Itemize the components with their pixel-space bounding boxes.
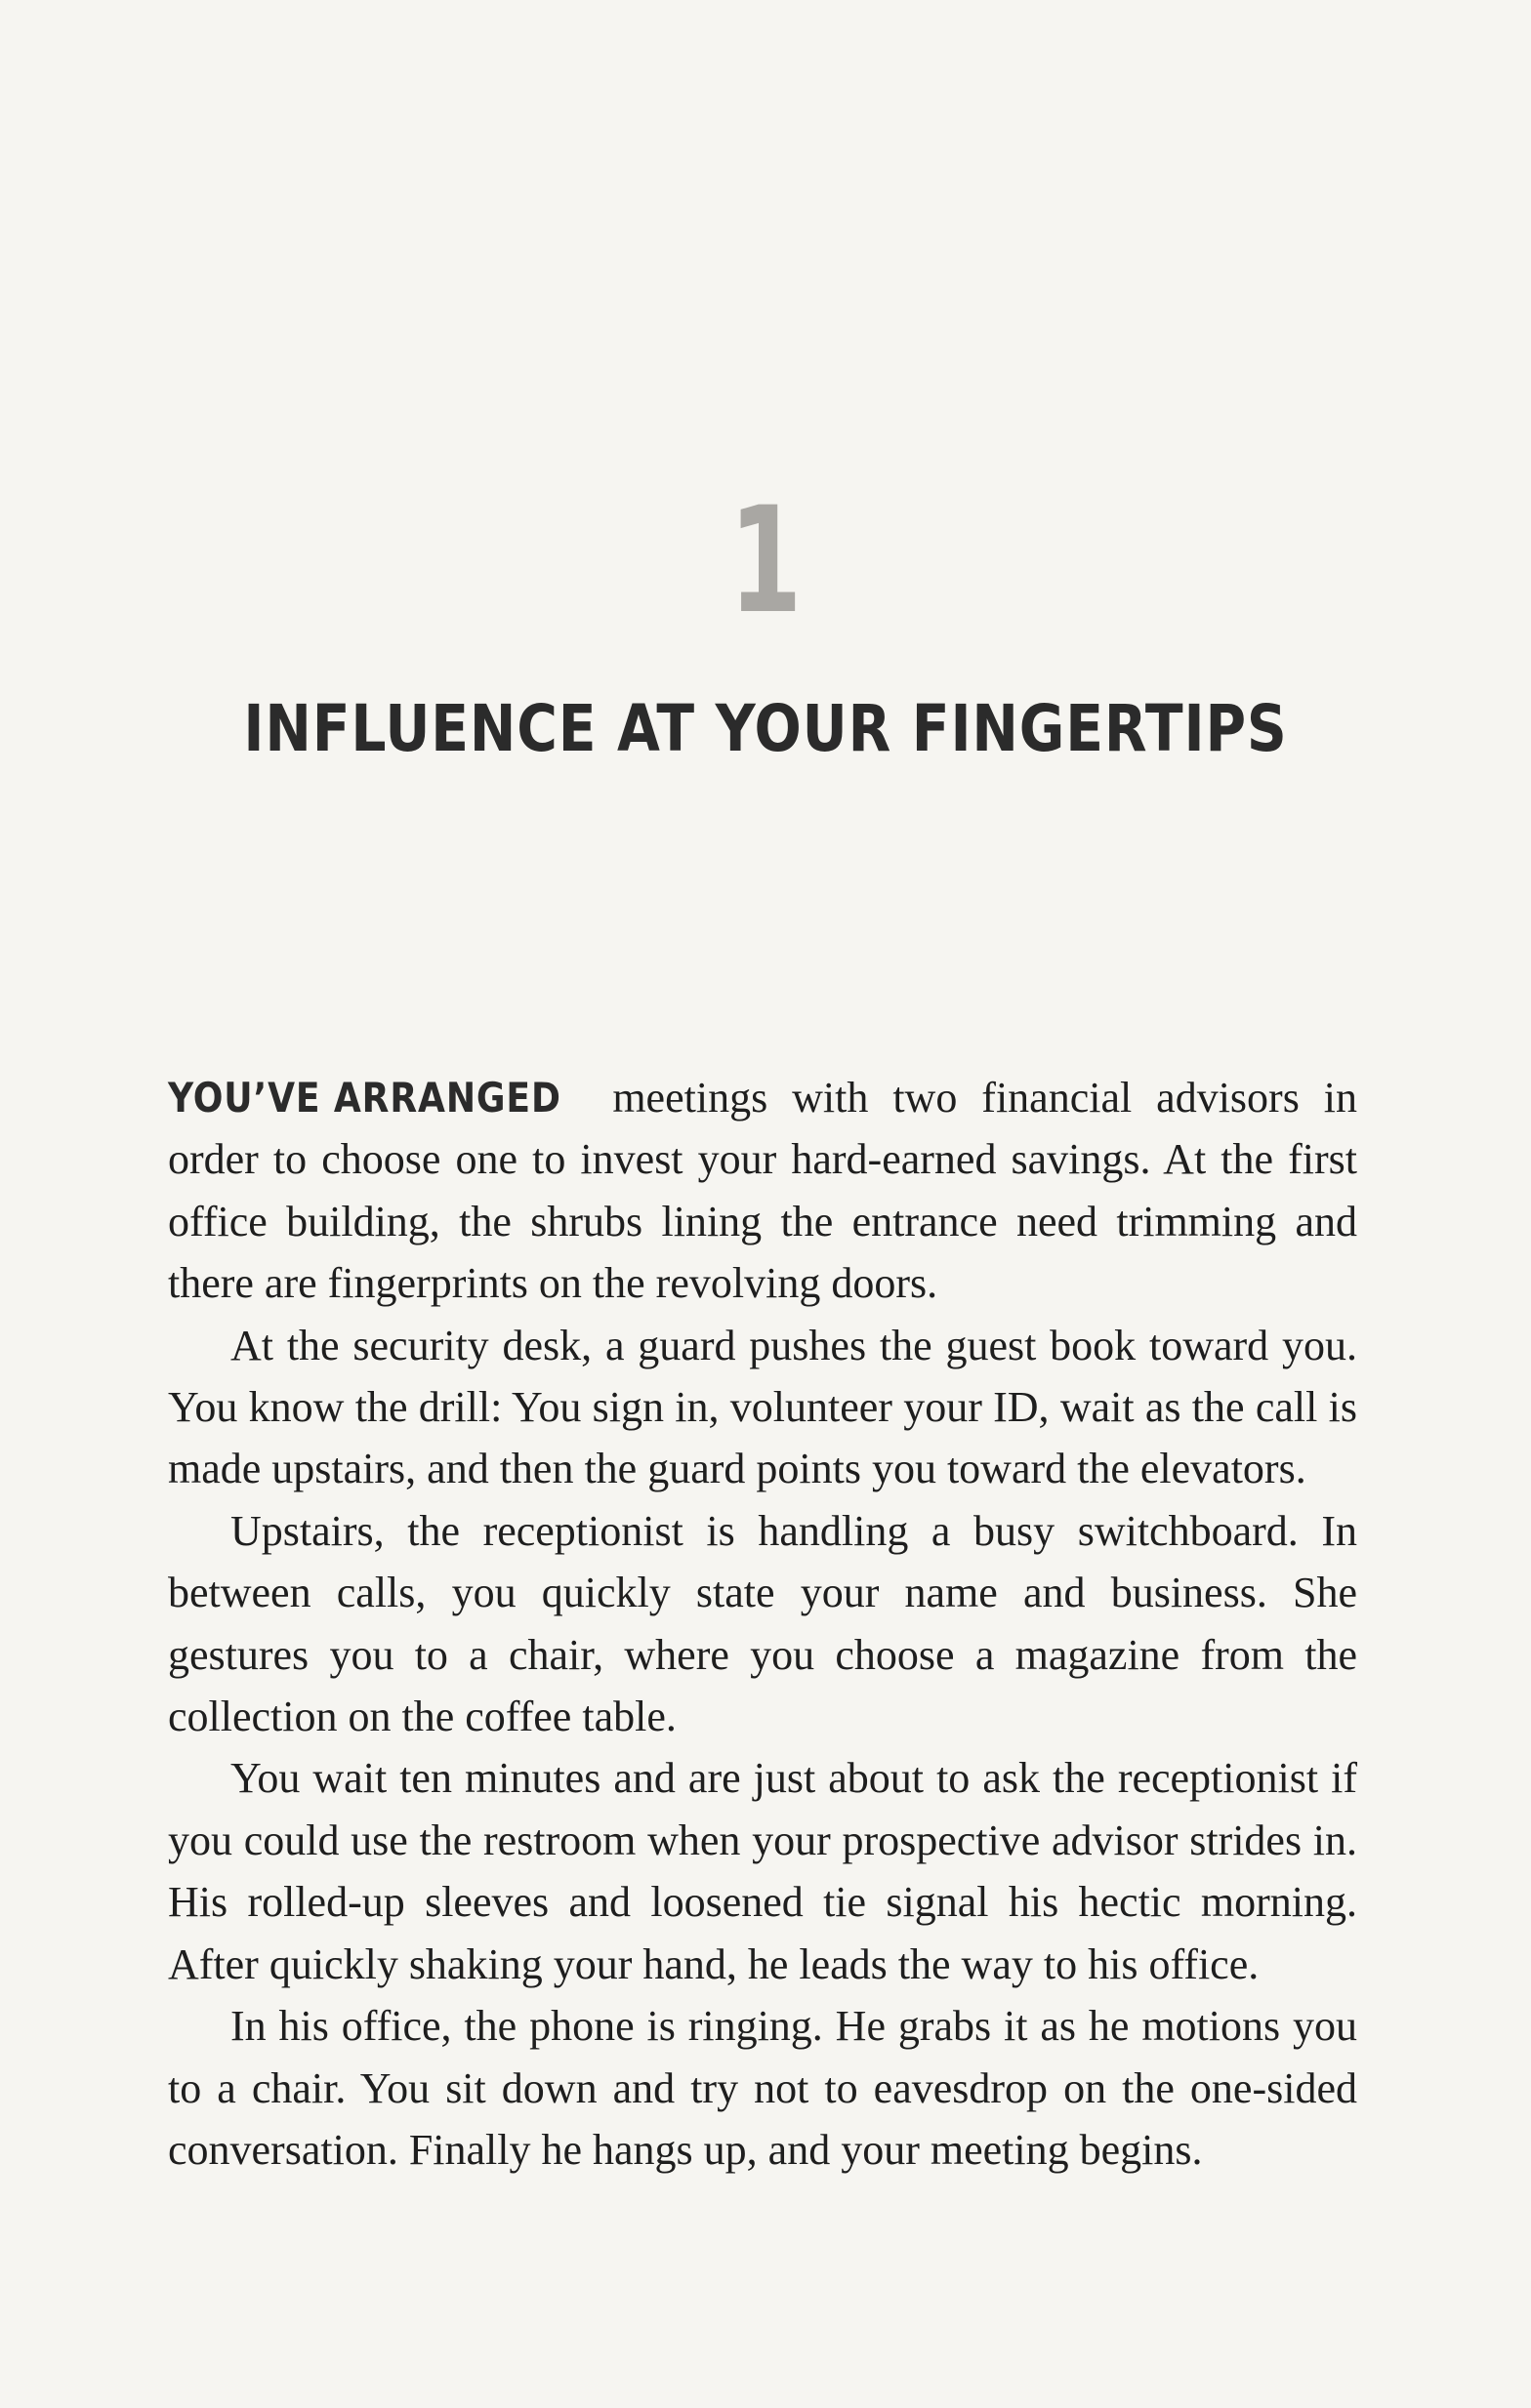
paragraph-4: You wait ten minutes and are just about to ask the receptionist if you could use the restroom when your prospective advisor strides in. His rolled-up sleeves and loosened tie signal his hectic morning. After quickly shaking your hand, he leads the way to his office.	[168, 1754, 1357, 1988]
chapter-title: INFLUENCE AT YOUR FINGERTIPS	[243, 691, 1288, 766]
lead-in-text: YOU’VE ARRANGED	[168, 1074, 561, 1122]
paragraph-5: In his office, the phone is ringing. He grabs it as he motions you to a chair. You sit down and try not to eavesdrop on the one-sided conversation. Finally he hangs up, and your meeting begins.	[168, 2002, 1357, 2174]
paragraph-1-text: meetings with two financial advisors in order to choose one to invest your hard-earned savings. At the first office building, the shrubs lining the entrance need trimming and there are fingerprints on the revolving doors.	[168, 1074, 1357, 1308]
paragraph-1	[168, 1067, 1357, 1315]
paragraph-3: Upstairs, the receptionist is handling a busy switchboard. In between calls, you quickly state your name and business. She gestures you to a chair, where you choose a magazine from the collection on the coffee table.	[168, 1506, 1357, 1741]
chapter-body	[168, 1067, 1357, 2181]
paragraph-2: At the security desk, a guard pushes the guest book toward you. You know the drill: You sign in, volunteer your ID, wait as the call is made upstairs, and then the guard points you toward the elevators.	[168, 1321, 1357, 1493]
chapter-number: 1	[728, 476, 803, 646]
